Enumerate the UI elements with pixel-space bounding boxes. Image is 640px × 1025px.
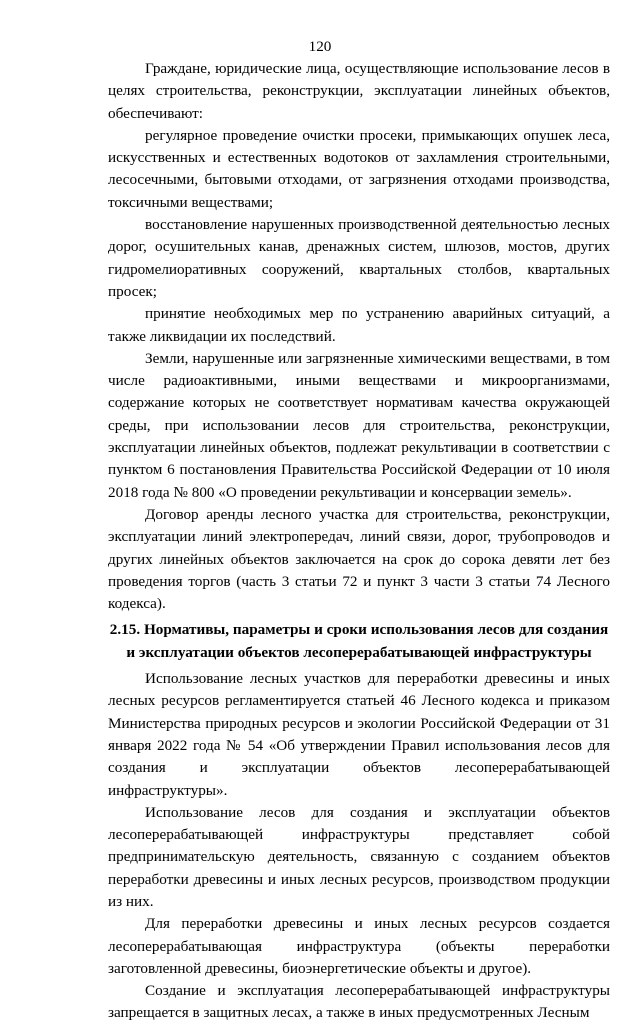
paragraph: регулярное проведение очистки просеки, примыкающих опушек леса, искусственных и естественных водотоков от захламления строительными, лесосечными, бытовыми отходами, от загрязнения отходами производства, токсичными веществами; [108, 126, 610, 211]
paragraph: Земли, нарушенные или загрязненные химическими веществами, в том числе радиоактивными, иными веществами и микроорганизмами, содержание которых не соответствует нормативам качества окружающей среды, при использовании лесов для строительства, реконструкции, эксплуатации линейных объектов, подлежат рекультивации в соответствии с пунктом 6 постановления Правительства Российской Федерации от 10 июля 2018 года № 800 «О проведении рекультивации и консервации земель». [108, 349, 610, 501]
paragraph: Граждане, юридические лица, осуществляющие использование лесов в целях строительства, реконструкции, эксплуатации линейных объектов, обеспечивают: [108, 60, 610, 122]
paragraph: Использование лесов для создания и эксплуатации объектов лесоперерабатывающей инфраструктуры представляет собой предпринимательскую деятельность, связанную с созданием объектов переработки древесины и иных лесных ресурсов, производством продукции из них. [108, 803, 610, 910]
section-heading: 2.15. Нормативы, параметры и сроки использования лесов для создания и эксплуатации объектов лесоперерабатывающей инфраструктуры [109, 621, 609, 661]
paragraph: Создание и эксплуатация лесоперерабатывающей инфраструктуры запрещается в защитных лесах, а также в иных предусмотренных Лесным [108, 982, 610, 1022]
paragraph: Использование лесных участков для переработки древесины и иных лесных ресурсов регламентируется статьей 46 Лесного кодекса и приказом Министерства природных ресурсов и экологии Российской Федерации от 31 января 2022 года № 54 «Об утверждении Правил использования лесов для создания и эксплуатации объектов лесоперерабатывающей инфраструктуры». [108, 670, 610, 799]
paragraph: Договор аренды лесного участка для строительства, реконструкции, эксплуатации линий электропередач, линий связи, дорог, трубопроводов и других линейных объектов заключается на срок до сорока девяти лет без проведения торгов (часть 3 статьи 72 и пункт 3 части 3 статьи 74 Лесного кодекса). [108, 505, 610, 613]
page-number: 120 [308, 38, 332, 55]
document-body [108, 58, 610, 1025]
paragraph: принятие необходимых мер по устранению аварийных ситуаций, а также ликвидации их последствий. [108, 305, 610, 345]
paragraph: восстановление нарушенных производственной деятельностью лесных дорог, осушительных канав, дренажных систем, шлюзов, мостов, других гидромелиоративных сооружений, квартальных столбов, квартальных просек; [108, 216, 610, 300]
paragraph: Для переработки древесины и иных лесных ресурсов создается лесоперерабатывающая инфраструктура (объекты переработки заготовленной древесины, биоэнергетические объекты и другое). [108, 915, 610, 977]
